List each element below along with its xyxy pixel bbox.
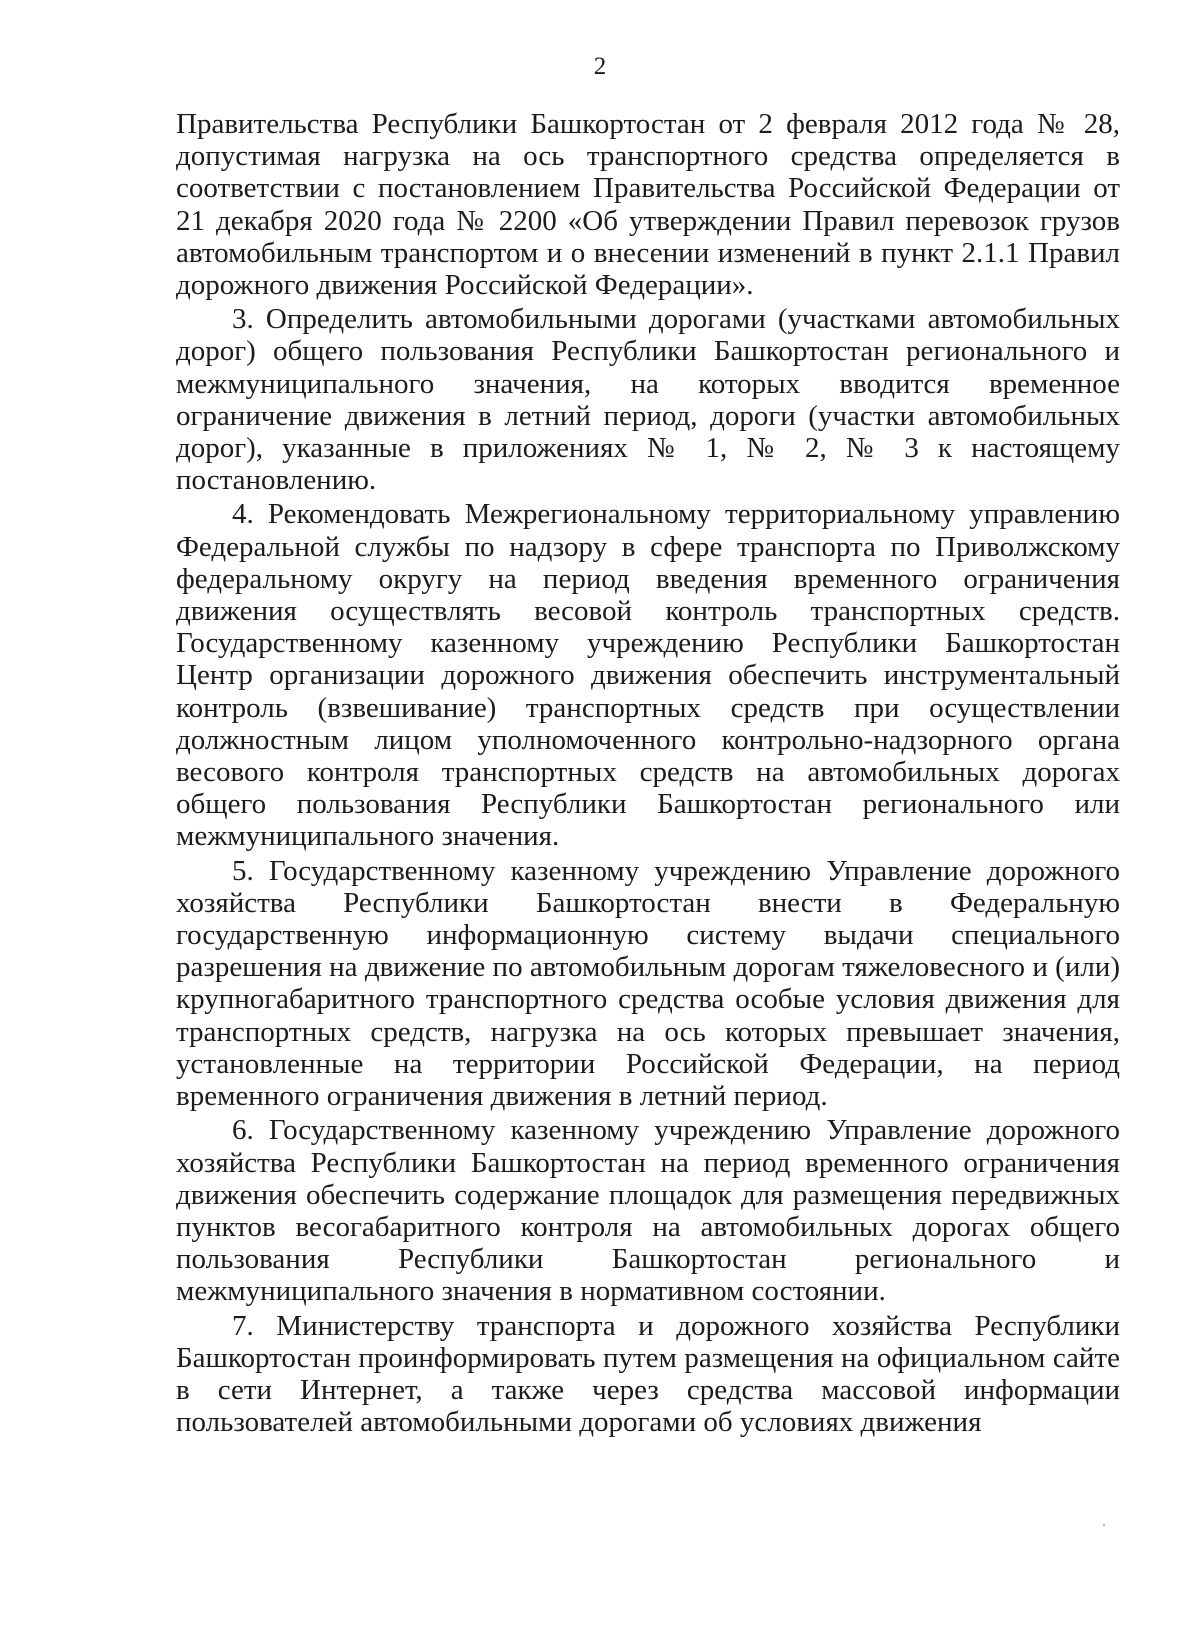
paragraph-continuation: Правительства Республики Башкортостан от 2 февраля 2012 года № 28, допустимая нагрузка на ось транспортного средства определяется в соответствии с постановлением Правительства Российской Федерации от 21 декабря 2020 года № 2200 «Об утверждении Правил перевозок грузов автомобильным транспортом и о внесении изменений в пункт 2.1.1 Правил дорожного движения Российской Федерации». <box>176 108 1120 302</box>
paragraph-item-5: 5. Государственному казенному учреждению Управление дорожного хозяйства Республики Башкортостан внести в Федеральную государственную информационную систему выдачи специального разрешения на движение по автомобильным дорогам тяжеловесного и (или) крупногабаритного транспортного средства особые условия движения для транспортных средств, нагрузка на ось которых превышает значения, установленные на территории Российской Федерации, на период временного ограничения движения в летний период. <box>176 854 1120 1113</box>
scan-speck <box>1103 1524 1105 1526</box>
page-number: 2 <box>593 53 607 80</box>
paragraph-item-4: 4. Рекомендовать Межрегиональному территориальному управлению Федеральной службы по надзору в сфере транспорта по Приволжскому федеральному округу на период введения временного ограничения движения осуществлять весовой контроль транспортных средств. Государственному казенному учреждению Республики Башкортостан Центр организации дорожного движения обеспечить инструментальный контроль (взвешивание) транспортных средств при осуществлении должностным лицом уполномоченного контрольно-надзорного органа весового контроля транспортных средств на автомобильных дорогах общего пользования Республики Башкортостан регионального или межмуниципального значения. <box>176 498 1120 853</box>
document-body <box>176 108 1120 1438</box>
paragraph-item-7: 7. Министерству транспорта и дорожного хозяйства Республики Башкортостан проинформировать путем размещения на официальном сайте в сети Интернет, а также через средства массовой информации пользователей автомобильными дорогами об условиях движения <box>176 1309 1120 1439</box>
paragraph-item-6: 6. Государственному казенному учреждению Управление дорожного хозяйства Республики Башкортостан на период временного ограничения движения обеспечить содержание площадок для размещения передвижных пунктов весогабаритного контроля на автомобильных дорогах общего пользования Республики Башкортостан регионального и межмуниципального значения в нормативном состоянии. <box>176 1114 1120 1308</box>
paragraph-item-3: 3. Определить автомобильными дорогами (участками автомобильных дорог) общего пользования Республики Башкортостан регионального и межмуниципального значения, на которых вводится временное ограничение движения в летний период, дороги (участки автомобильных дорог), указанные в приложениях № 1, № 2, № 3 к настоящему постановлению. <box>176 303 1120 497</box>
